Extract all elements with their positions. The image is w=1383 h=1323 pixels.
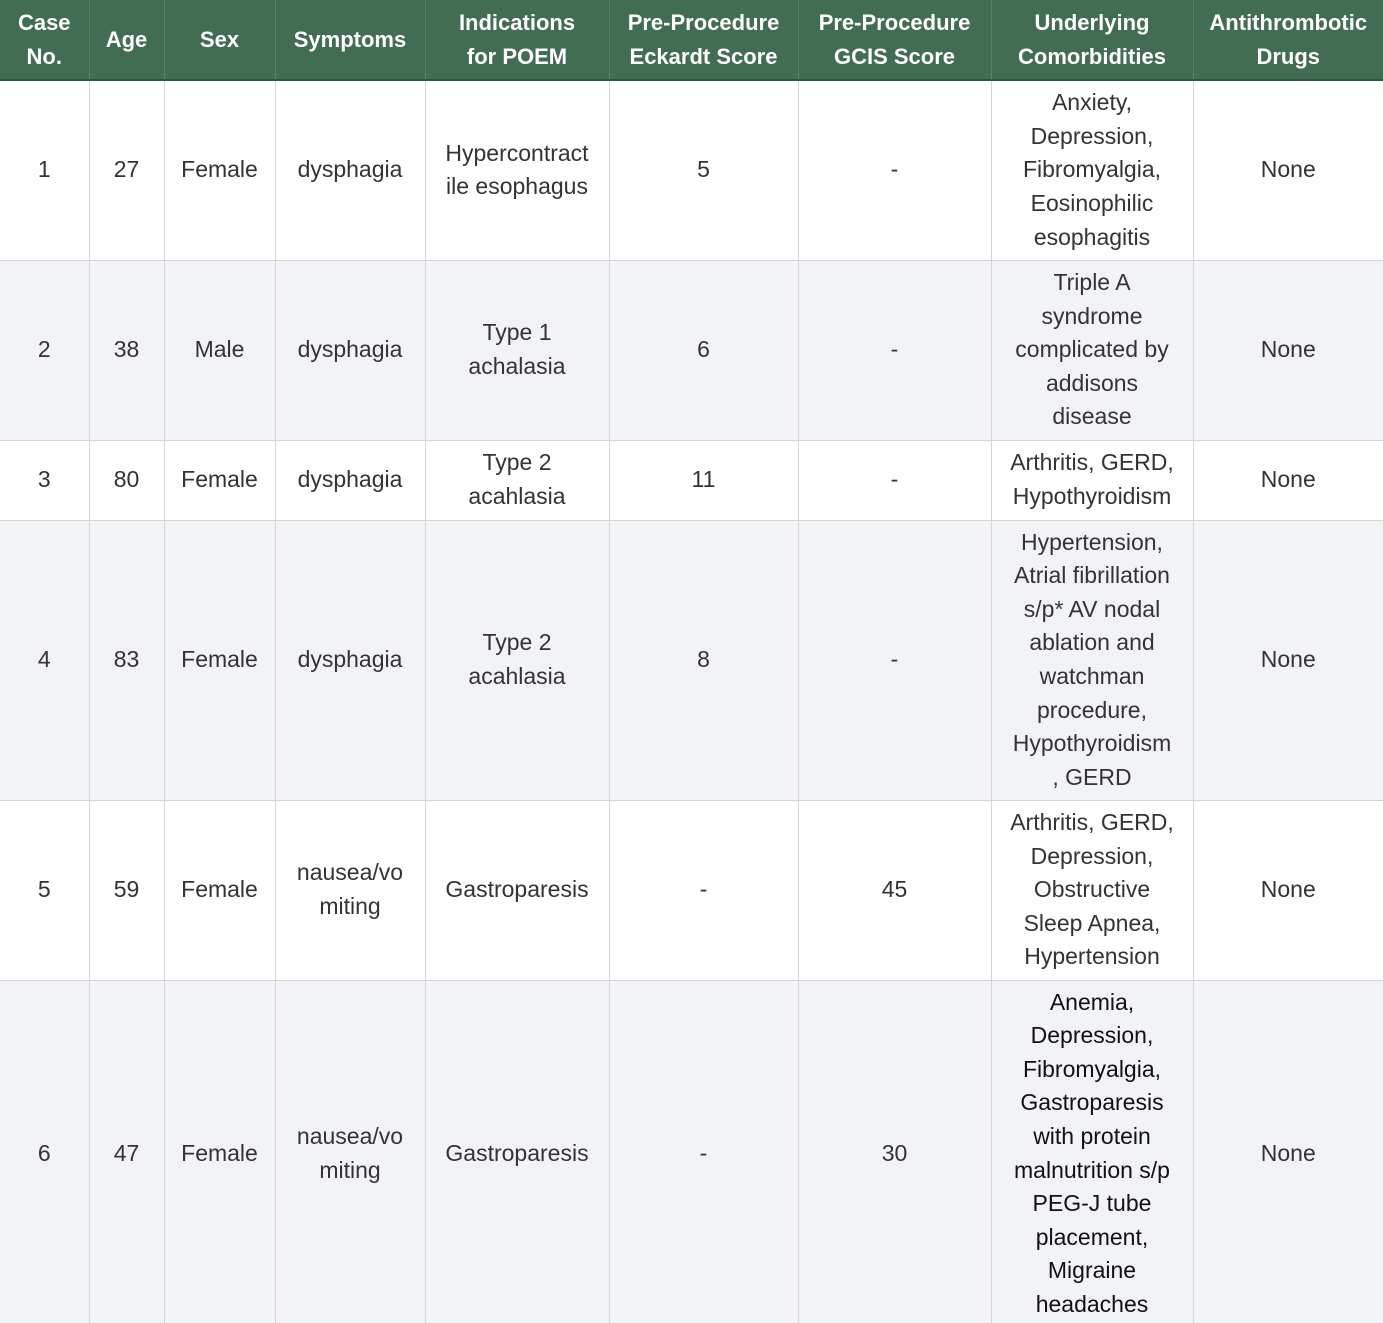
- cell-eckardt-score: 11: [609, 440, 798, 520]
- cell-age: 59: [89, 800, 164, 980]
- header-antithrombotic-drugs: Antithrombotic Drugs: [1193, 0, 1383, 80]
- header-sex: Sex: [164, 0, 275, 80]
- cell-antithrombotic-drugs: None: [1193, 800, 1383, 980]
- cell-case-no: 1: [0, 80, 89, 260]
- cell-sex: Male: [164, 260, 275, 440]
- cell-comorbidities: Anxiety, Depression, Fibromyalgia, Eosinophilic esophagitis: [991, 80, 1193, 260]
- cell-symptoms: dysphagia: [275, 440, 425, 520]
- table-body: [0, 80, 1383, 1323]
- table-row: [0, 440, 1383, 520]
- cell-symptoms: dysphagia: [275, 260, 425, 440]
- cell-comorbidities: Arthritis, GERD, Depression, Obstructive Sleep Apnea, Hypertension: [991, 800, 1193, 980]
- cell-indications: Hypercontract ile esophagus: [425, 80, 609, 260]
- table-header: [0, 0, 1383, 80]
- cell-eckardt-score: -: [609, 800, 798, 980]
- cell-antithrombotic-drugs: None: [1193, 520, 1383, 800]
- table-row: [0, 800, 1383, 980]
- cell-case-no: 2: [0, 260, 89, 440]
- cell-indications: Type 1 achalasia: [425, 260, 609, 440]
- cell-gcis-score: -: [798, 440, 991, 520]
- header-comorbidities: Underlying Comorbidities: [991, 0, 1193, 80]
- cell-gcis-score: -: [798, 520, 991, 800]
- cell-age: 47: [89, 980, 164, 1323]
- header-case-no: Case No.: [0, 0, 89, 80]
- header-gcis-score: Pre-Procedure GCIS Score: [798, 0, 991, 80]
- cell-indications: Gastroparesis: [425, 980, 609, 1323]
- cell-symptoms: nausea/vo miting: [275, 800, 425, 980]
- cell-eckardt-score: -: [609, 980, 798, 1323]
- cell-gcis-score: -: [798, 260, 991, 440]
- cell-symptoms: dysphagia: [275, 520, 425, 800]
- cell-eckardt-score: 6: [609, 260, 798, 440]
- cell-symptoms: dysphagia: [275, 80, 425, 260]
- cell-gcis-score: -: [798, 80, 991, 260]
- cell-sex: Female: [164, 980, 275, 1323]
- cell-sex: Female: [164, 800, 275, 980]
- cell-comorbidities: Anemia, Depression, Fibromyalgia, Gastroparesis with protein malnutrition s/p PEG-J tube placement, Migraine headaches: [991, 980, 1193, 1323]
- cell-antithrombotic-drugs: None: [1193, 260, 1383, 440]
- table-row: [0, 260, 1383, 440]
- cell-sex: Female: [164, 520, 275, 800]
- header-row: [0, 0, 1383, 80]
- cell-symptoms: nausea/vo miting: [275, 980, 425, 1323]
- table-row: [0, 980, 1383, 1323]
- cell-age: 27: [89, 80, 164, 260]
- cell-antithrombotic-drugs: None: [1193, 80, 1383, 260]
- header-symptoms: Symptoms: [275, 0, 425, 80]
- cell-comorbidities: Triple A syndrome complicated by addisons disease: [991, 260, 1193, 440]
- header-age: Age: [89, 0, 164, 80]
- table-row: [0, 520, 1383, 800]
- cell-antithrombotic-drugs: None: [1193, 980, 1383, 1323]
- cell-antithrombotic-drugs: None: [1193, 440, 1383, 520]
- cell-age: 83: [89, 520, 164, 800]
- cell-case-no: 6: [0, 980, 89, 1323]
- table-row: [0, 80, 1383, 260]
- cell-sex: Female: [164, 80, 275, 260]
- cell-case-no: 5: [0, 800, 89, 980]
- cell-gcis-score: 30: [798, 980, 991, 1323]
- cell-indications: Gastroparesis: [425, 800, 609, 980]
- header-eckardt-score: Pre-Procedure Eckardt Score: [609, 0, 798, 80]
- cell-age: 38: [89, 260, 164, 440]
- cell-indications: Type 2 acahlasia: [425, 520, 609, 800]
- header-indications: Indications for POEM: [425, 0, 609, 80]
- cell-eckardt-score: 8: [609, 520, 798, 800]
- cell-comorbidities: Arthritis, GERD, Hypothyroidism: [991, 440, 1193, 520]
- cell-indications: Type 2 acahlasia: [425, 440, 609, 520]
- cell-case-no: 3: [0, 440, 89, 520]
- cell-comorbidities: Hypertension, Atrial fibrillation s/p* AV nodal ablation and watchman procedure, Hypothyroidism , GERD: [991, 520, 1193, 800]
- cell-age: 80: [89, 440, 164, 520]
- cell-eckardt-score: 5: [609, 80, 798, 260]
- cell-gcis-score: 45: [798, 800, 991, 980]
- cell-case-no: 4: [0, 520, 89, 800]
- cell-sex: Female: [164, 440, 275, 520]
